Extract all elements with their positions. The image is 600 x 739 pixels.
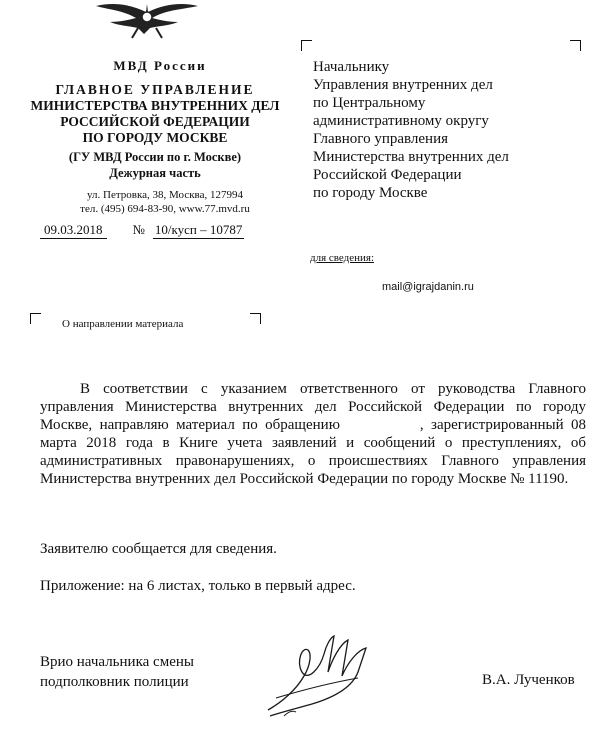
body-text-part: В соответствии с указанием ответственного от руководства Главного управления Министерства внутренних дел Российской Федерации по городу Москве, направляю материал по обращению [40,381,586,433]
registration-date: 09.03.2018 [40,222,107,239]
address-corner-mark [570,40,581,51]
recipient-line: по городу Москве [313,185,428,201]
recipient-line: административному округу [313,113,489,129]
body-paragraph [40,380,586,488]
recipient-line: Российской Федерации [313,167,462,183]
double-headed-eagle-icon [92,0,202,40]
handwritten-signature [262,632,372,722]
body-text-part: , зарегистрированный 08 марта 2018 года в Книге учета заявлений и сообщений о преступлениях, об административных правонарушениях, о происшествиях Главного управления Министерства внутренних дел Российской Федерации по городу Москве № 11190. [40,417,587,487]
recipient-line: Главного управления [313,131,448,147]
subject-corner-mark [250,313,261,324]
department-name [20,82,290,146]
address-line: ул. Петровка, 38, Москва, 127994 [87,189,243,201]
department-name-line: РОССИЙСКОЙ ФЕДЕРАЦИИ [60,114,250,129]
department-subtitle [20,149,290,181]
signer-position-line: Врио начальника смены [40,654,194,670]
signer-position [40,652,194,692]
department-name-line: ГЛАВНОЕ УПРАВЛЕНИЕ [55,82,255,97]
recipient-line: Управления внутренних дел [313,77,493,93]
department-abbreviation: (ГУ МВД России по г. Москве) [68,150,242,164]
department-name-line: ПО ГОРОДУ МОСКВЕ [82,130,228,145]
notice-line: Заявителю сообщается для сведения. [40,541,277,557]
recipient-block [313,58,573,202]
department-address [45,188,285,216]
signer-position-line: подполковник полиции [40,674,189,690]
department-unit: Дежурная часть [109,166,201,180]
copy-info-email: mail@igrajdanin.ru [382,281,474,293]
appendix-line: Приложение: на 6 листах, только в первый адрес. [40,578,356,594]
registration-line [40,222,244,239]
copy-info-label: для сведения: [310,252,375,264]
recipient-line: Министерства внутренних дел [313,149,509,165]
address-corner-mark [301,40,312,51]
recipient-line: Начальнику [313,59,390,75]
registration-number: 10/кусп – 10787 [154,222,243,237]
registration-number-label: № [132,222,145,237]
subject-corner-mark [30,313,41,324]
signer-name: В.А. Лученков [482,672,575,688]
ministry-short-name: МВД России [113,58,207,73]
contact-line: тел. (495) 694-83-90, www.77.mvd.ru [80,203,250,215]
recipient-line: по Центральному [313,95,426,111]
department-name-line: МИНИСТЕРСТВА ВНУТРЕННИХ ДЕЛ [30,98,280,113]
document-subject: О направлении материала [62,318,184,330]
